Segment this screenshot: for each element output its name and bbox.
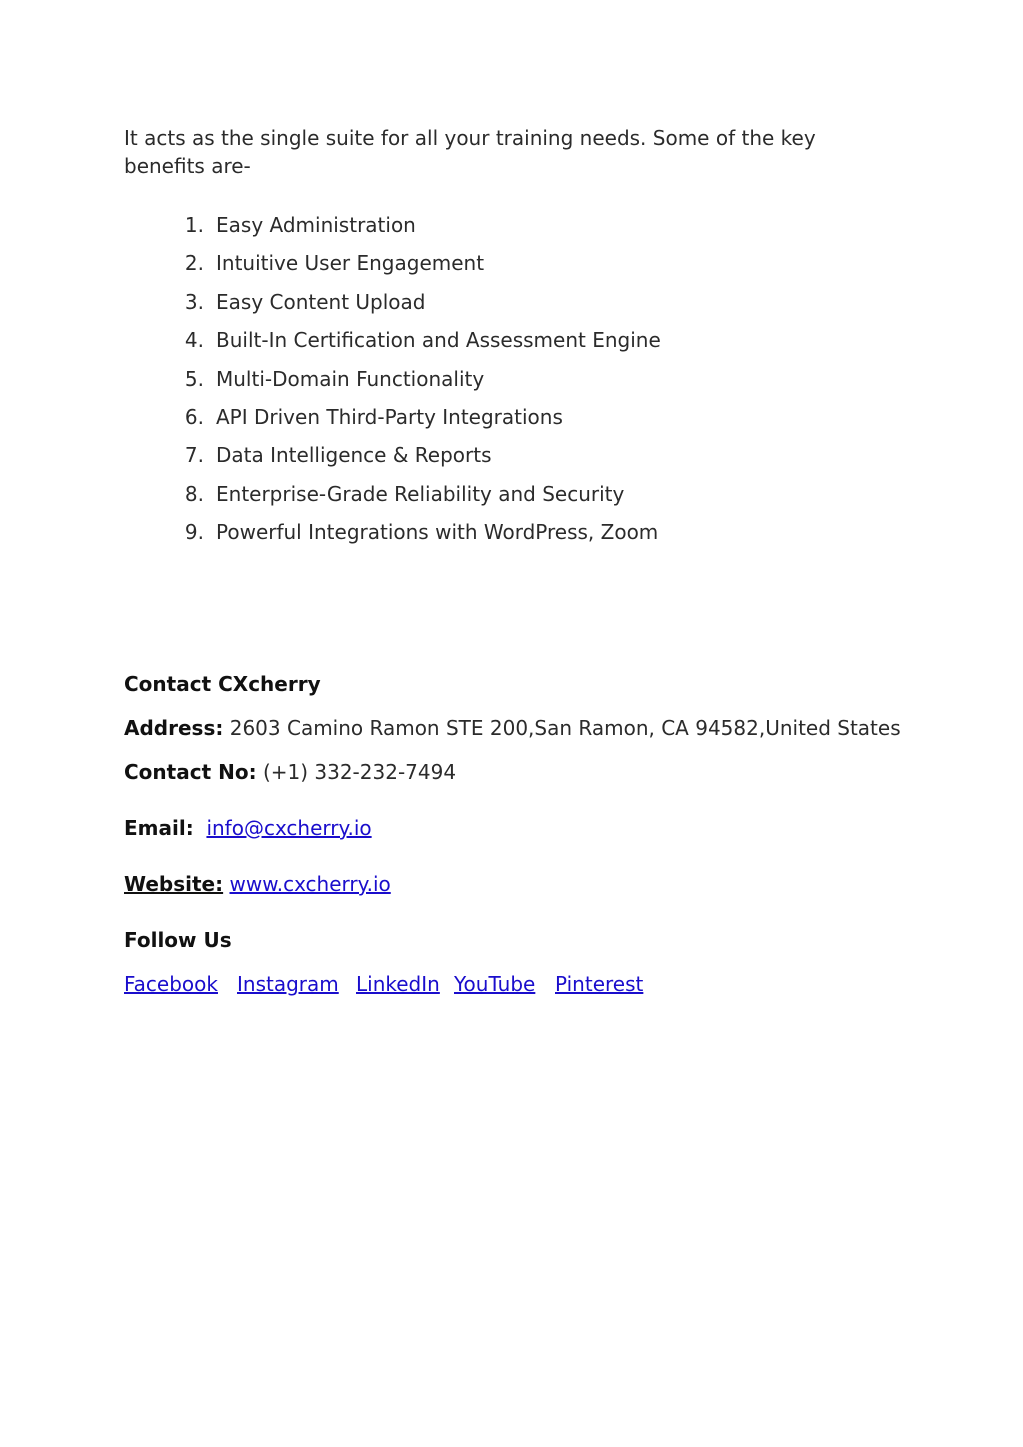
list-number: 2.: [184, 251, 204, 276]
phone-line: [124, 760, 456, 784]
instagram-link[interactable]: Instagram: [237, 972, 339, 996]
contact-heading: Contact CXcherry: [124, 672, 321, 696]
list-number: 9.: [184, 520, 204, 545]
linkedin-link[interactable]: LinkedIn: [356, 972, 440, 996]
list-text: Easy Content Upload: [216, 289, 426, 314]
address-value: 2603 Camino Ramon STE 200,San Ramon, CA 94582,United States: [229, 716, 901, 740]
list-text: Built-In Certification and Assessment Engine: [216, 328, 661, 353]
list-number: 1.: [184, 213, 204, 237]
follow-us-heading: Follow Us: [124, 928, 232, 952]
list-number: 6.: [184, 404, 204, 429]
list-text: Data Intelligence & Reports: [216, 443, 492, 468]
list-number: 3.: [184, 289, 204, 314]
email-link[interactable]: info@cxcherry.io: [206, 816, 372, 840]
list-text: API Driven Third-Party Integrations: [216, 404, 563, 429]
intro-paragraph: It acts as the single suite for all your training needs. Some of the key benefits are-: [124, 126, 816, 178]
email-line: [124, 816, 372, 840]
list-number: 7.: [184, 443, 204, 468]
list-text: Intuitive User Engagement: [216, 251, 485, 276]
list-text: Enterprise-Grade Reliability and Security: [216, 481, 625, 506]
phone-value: (+1) 332-232-7494: [262, 760, 457, 784]
pinterest-link[interactable]: Pinterest: [555, 972, 644, 996]
phone-label: Contact No:: [124, 760, 257, 784]
list-number: 5.: [184, 366, 204, 391]
address-line: [124, 716, 901, 740]
email-label: Email:: [124, 816, 194, 840]
facebook-link[interactable]: Facebook: [124, 972, 218, 996]
youtube-link[interactable]: YouTube: [454, 972, 536, 996]
website-label: Website:: [124, 872, 224, 896]
website-link[interactable]: www.cxcherry.io: [229, 872, 391, 896]
website-line: [124, 872, 391, 896]
list-text: Easy Administration: [216, 213, 416, 237]
address-label: Address:: [124, 716, 224, 740]
list-text: Powerful Integrations with WordPress, Zoom: [216, 520, 659, 545]
list-number: 8.: [184, 481, 204, 506]
list-number: 4.: [184, 328, 204, 353]
list-text: Multi-Domain Functionality: [216, 366, 485, 391]
